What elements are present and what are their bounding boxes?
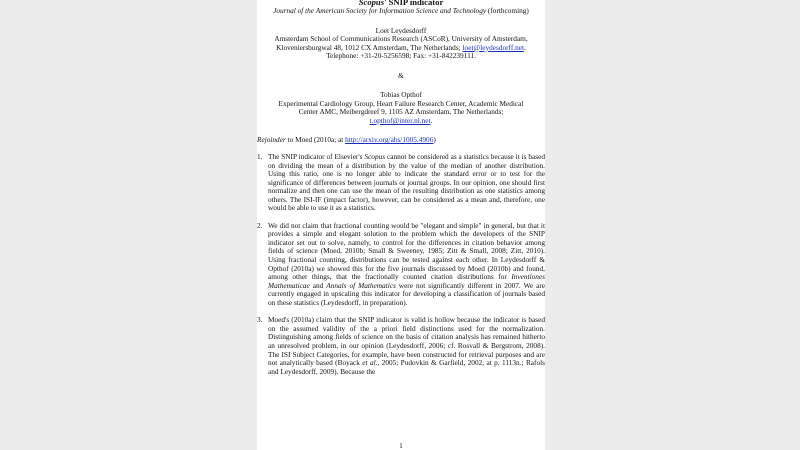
item-text: cannot be considered as a statistics because it is based on dividing the mean of a distribution by the value of the median of another distribution. Using this ratio, one is no longer able to indicate the standard error or to test for the significance of differences between journals or journal groups. In our opinion, one should first normalize and then one can use the mean of the resulting distribution as one statistics among others. The ISI-IF (impact factor), however, can be considered as a mean and, therefore, one would be able to use it as a statistics.: [268, 152, 545, 213]
author2-email-line: [257, 117, 545, 126]
author1-address: Kloveniersburgwal 48, 1012 CX Amsterdam, The Netherlands;: [276, 42, 463, 52]
author2-affiliation-1: Experimental Cardiology Group, Heart Failure Research Center, Academic Medical: [278, 98, 524, 108]
author1-phone: Telephone: +31-20-5256598; Fax: +31-842239111.: [326, 51, 476, 61]
item-number: 1.: [257, 152, 263, 162]
journal-line: [257, 7, 545, 16]
page-number: 1: [399, 441, 403, 450]
item-text: Moed's (2010a) claim that the SNIP indicator is valid is hollow because the indicator is based on the assumed validity of the a priori field distinctions used for the normalization. Distinguishing among fields of science on the basis of citation analysis has remained hitherto an unresolved problem, in our opinion (Leydesdorff, 2006; cf. Rosvall & Bergstrom, 2008). The ISI Subject Categories, for example, have been constructed for retrieval purposes and are not analytically based (Boyack: [268, 315, 545, 368]
list-item: [257, 316, 545, 376]
item-text: The SNIP indicator of Elsevier's: [268, 152, 365, 162]
ampersand: &: [398, 70, 404, 80]
author2-email-end: .: [430, 115, 433, 125]
item-italic: Annals of Mathematics: [326, 280, 396, 290]
numbered-list: [257, 153, 545, 376]
rejoinder-label: Rejoinder: [257, 135, 286, 145]
item-text: and: [309, 280, 327, 290]
rejoinder-link[interactable]: http://arxiv.org/abs/1005.4906: [345, 135, 434, 145]
author1-address-end: .: [524, 42, 526, 52]
author1-email-link[interactable]: loet@leydesdorff.net: [462, 42, 525, 52]
item-number: 2.: [257, 220, 263, 230]
title-rest: SNIP indicator: [386, 0, 444, 7]
title-italic: Scopus': [358, 0, 387, 7]
item-italic: et al.: [362, 358, 378, 368]
list-item: [257, 153, 545, 213]
pdf-page: [257, 0, 545, 450]
author1-name: Loet Leydesdorff: [375, 25, 427, 35]
author2-affiliation-2: Center AMC, Meibergdreef 9, 1105 AZ Amsterdam, The Netherlands;: [298, 107, 504, 117]
page-content: [257, 0, 545, 385]
author1-affiliation-1: Amsterdam School of Communications Research (ASCoR), University of Amsterdam,: [274, 34, 528, 44]
item-text: , 2005; Pudovkin & Garfield, 2002, at p. 1113n.; Rafols and Leydesdorff, 2009). Because the: [268, 358, 545, 376]
item-italic: Scopus: [364, 152, 386, 162]
item-italic: Inventiones Mathematicae: [268, 272, 545, 290]
rejoinder-close: ): [433, 135, 436, 145]
journal-name: Journal of the American Society for Information Science and Technology: [273, 6, 487, 15]
item-text: were not significantly different in 2007. We are currently engaged in upscaling this indicator for developing a classification of journals based on these statistics (Leydesdorff, in preparation).: [268, 280, 545, 307]
list-item: [257, 222, 545, 307]
author2-email-link[interactable]: t.opthof@inter.nl.net: [369, 115, 431, 125]
item-number: 3.: [257, 315, 263, 325]
author2-name: Tobias Opthof: [380, 90, 422, 100]
item-text: We did not claim that fractional counting would be "elegant and simple" in general, but that it provides a simple and elegant solution to the problem which the developers of the SNIP indicator set out to solve, namely, to control for the differences in citation behavior among fields of science (Moed, 2010b; Small & Sweeney, 1985; Zitt & Small, 2008; Zitt, 2010). Using fractional counting, distributions can be tested against each other. In Leydesdorff & Opthof (2010a) we showed this for the five journals discussed by Moed (2010b) and found, among other things, that the fractionally counted citation distributions for: [268, 220, 545, 282]
journal-status: (forthcoming): [486, 6, 529, 15]
rejoinder-line: [257, 136, 545, 145]
rejoinder-text: to Moed (2010a; at: [285, 135, 346, 145]
